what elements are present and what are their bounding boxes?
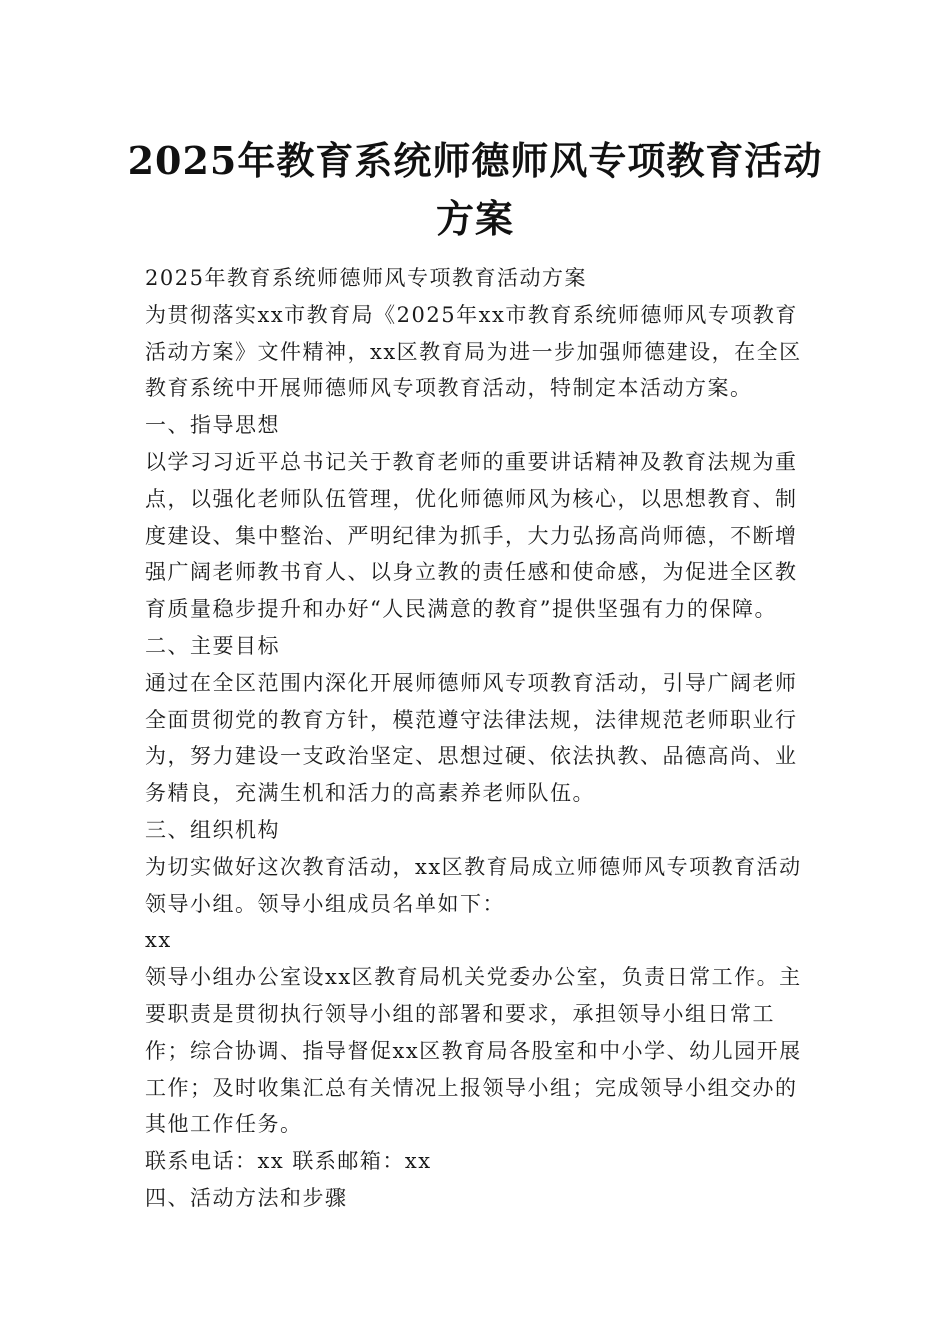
document-body xyxy=(145,260,813,1217)
paragraph-intro: 为贯彻落实xx市教育局《2025年xx市教育系统师德师风专项教育活动方案》文件精神，xx区教育局为进一步加强师德建设，在全区教育系统中开展师德师风专项教育活动，特制定本活动方案。 xyxy=(145,302,802,401)
paragraph-guiding-ideology: 以学习习近平总书记关于教育老师的重要讲话精神及教育法规为重点，以强化老师队伍管理，优化师德师风为核心，以思想教育、制度建设、集中整治、严明纪律为抓手，大力弘扬高尚师德，不断增强广阔老师教书育人、以身立教的责任感和使命感，为促进全区教育质量稳步提升和办好“人民满意的教育”提供坚强有力的保障。 xyxy=(145,449,798,622)
paragraph-member-list: xx xyxy=(145,928,172,953)
section-heading-organization: 三、组织机构 xyxy=(145,817,280,842)
paragraph-office-duties: 领导小组办公室设xx区教育局机关党委办公室，负责日常工作。主要职责是贯彻执行领导小组的部署和要求，承担领导小组日常工作；综合协调、指导督促xx区教育局各股室和中小学、幼儿园开展工作；及时收集汇总有关情况上报领导小组；完成领导小组交办的其他工作任务。 xyxy=(145,965,802,1137)
paragraph-contact-info: 联系电话：xx 联系邮箱：xx xyxy=(145,1149,432,1174)
section-heading-guiding-ideology: 一、指导思想 xyxy=(145,413,280,438)
section-heading-main-goals: 二、主要目标 xyxy=(145,633,280,658)
section-heading-methods-steps: 四、活动方法和步骤 xyxy=(145,1185,348,1210)
paragraph-subtitle: 2025年教育系统师德师风专项教育活动方案 xyxy=(145,266,587,290)
paragraph-organization: 为切实做好这次教育活动，xx区教育局成立师德师风专项教育活动领导小组。领导小组成员名单如下： xyxy=(145,854,802,916)
paragraph-main-goals: 通过在全区范围内深化开展师德师风专项教育活动，引导广阔老师全面贯彻党的教育方针，模范遵守法律法规，法律规范老师职业行为，努力建设一支政治坚定、思想过硬、依法执教、品德高尚、业务精良，充满生机和活力的高素养老师队伍。 xyxy=(145,670,798,806)
document-title: 2025年教育系统师德师风专项教育活动方案 xyxy=(127,138,823,241)
